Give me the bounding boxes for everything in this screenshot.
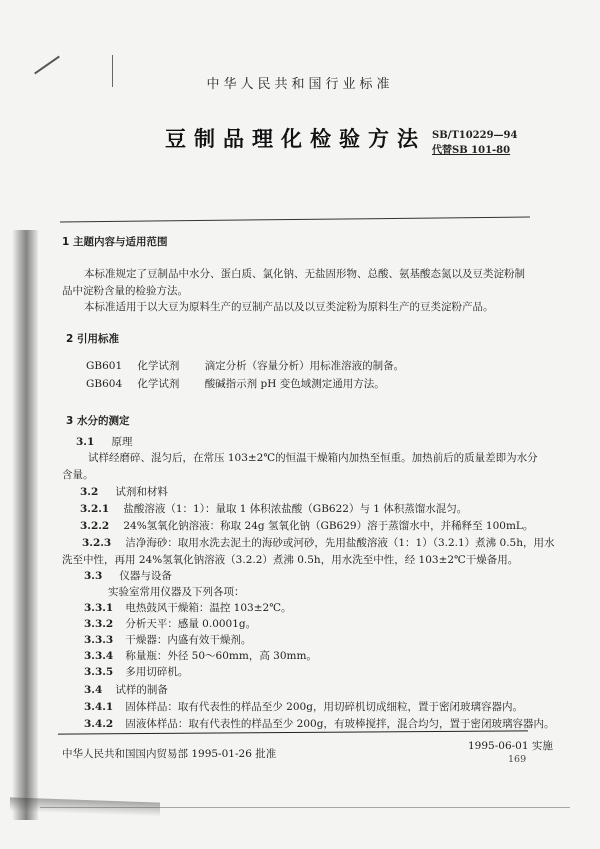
- binding-shadow: [12, 230, 38, 820]
- item-row: [84, 699, 523, 714]
- item-text: 洁净海砂：取用水洗去泥土的海砂或河砂，先用盐酸溶液（1：1）（3.2.1）煮沸 0.5h，用水: [125, 537, 555, 549]
- item-row: [84, 616, 256, 631]
- section-1-paragraph-1-line-1: 本标准规定了豆制品中水分、蛋白质、氯化钠、无盐固形物、总酸、氨基酸态氮以及豆类淀粉制: [84, 268, 525, 280]
- item-text: 电热鼓风干燥箱：温控 103±2℃。: [125, 602, 292, 614]
- effective-date: 1995-06-01 实施: [468, 740, 553, 752]
- section-1-paragraph-2: 本标准适用于以大豆为原料生产的豆制产品以及以豆类淀粉为原料生产的豆类淀粉产品。: [84, 301, 494, 313]
- standard-code-block: [432, 128, 517, 158]
- section-1-paragraph-1-line-2: 品中淀粉含量的检验方法。: [62, 285, 188, 297]
- subsection-number: 3.2: [80, 486, 99, 498]
- item-continuation: 洗至中性，再用 24%氢氧化钠溶液（3.2.2）煮沸 0.5h，用水洗至中性，经 103±2℃干燥备用。: [62, 554, 519, 566]
- reference-category: 化学试剂: [137, 360, 180, 372]
- item-number: 3.3.3: [84, 634, 114, 646]
- subsection-title: 仪器与设备: [119, 570, 172, 582]
- replaces-code: 代替SB 101-80: [432, 145, 511, 156]
- item-row: [84, 600, 291, 615]
- subsection-3-2-heading: [80, 484, 168, 499]
- section-3-heading: 3 水分的测定: [66, 415, 130, 427]
- subsection-3-3-heading: [84, 568, 172, 583]
- approval-line: 中华人民共和国国内贸易部 1995-01-26 批准: [62, 748, 277, 760]
- item-row: [84, 664, 188, 679]
- reference-title: 酸碱指示剂 pH 变色域测定通用方法。: [204, 378, 385, 390]
- item-text: 分析天平：感量 0.0001g。: [125, 618, 257, 630]
- pen-mark: [34, 56, 60, 75]
- subsection-3-4-heading-visible: [84, 682, 168, 697]
- item-number: 3.3.5: [84, 666, 114, 678]
- subsection-title: 试剂和材料: [115, 486, 168, 498]
- reference-title: 滴定分析（容量分析）用标准溶液的制备。: [204, 360, 405, 372]
- reference-code: GB604: [86, 378, 123, 390]
- reference-code: GB601: [86, 360, 123, 372]
- standard-code: SB/T10229—94: [432, 130, 518, 141]
- item-text: 盐酸溶液（1：1）：量取 1 体积浓盐酸（GB622）与 1 体积蒸馏水混匀。: [123, 503, 468, 515]
- section-2-heading: 2 引用标准: [66, 333, 119, 345]
- reference-category: 化学试剂: [137, 378, 180, 390]
- reference-row: [86, 358, 404, 373]
- item-row: [84, 716, 554, 731]
- item-number: 3.3.1: [84, 602, 114, 614]
- item-number: 3.2.1: [80, 503, 110, 515]
- subsection-3-1-heading: [76, 434, 132, 449]
- item-row: [82, 535, 554, 550]
- item-row: [84, 648, 317, 663]
- page-number: 169: [508, 754, 527, 765]
- item-number: 3.4.1: [84, 701, 114, 713]
- reference-row: [86, 376, 385, 391]
- item-text: 24%氢氧化钠溶液：称取 24g 氢氧化钠（GB629）溶于蒸馏水中，并稀释至 100mL。: [123, 520, 534, 532]
- scan-edge-line: [40, 807, 570, 808]
- subsection-title: 试样的制备: [115, 684, 168, 696]
- item-row: [80, 501, 467, 516]
- item-number: 3.3.4: [84, 650, 114, 662]
- item-row: [80, 518, 533, 533]
- section-1-heading: 1 主题内容与适用范围: [62, 236, 168, 248]
- item-text: 称量瓶：外径 50～60mm，高 30mm。: [125, 650, 317, 662]
- item-number: 3.2.2: [80, 520, 110, 532]
- header-divider: [60, 217, 530, 223]
- item-text: 固体样品：取有代表性的样品至少 200g，用切碎机切成细粒，置于密闭玻璃容器内。: [125, 701, 523, 713]
- subsection-3-1-line-1: 试样经磨碎、混匀后，在常压 103±2℃的恒温干燥箱内加热至恒重。加热前后的质量差即为水分: [88, 452, 538, 464]
- item-text: 干燥器：内盛有效干燥剂。: [125, 634, 252, 646]
- item-text: 固液体样品：取有代表性的样品至少 200g，有玻棒搅拌，混合均匀，置于密闭玻璃容器内。: [125, 718, 555, 730]
- document-title: 豆制品理化检验方法: [165, 127, 426, 151]
- standard-type-heading: 中华人民共和国行业标准: [206, 77, 394, 92]
- subsection-3-1-line-2: 含量。: [62, 469, 94, 481]
- subsection-number: 3.3: [84, 570, 103, 582]
- item-text: 多用切碎机。: [125, 666, 189, 678]
- subsection-3-3-intro: 实验室常用仪器及下列各项：: [108, 586, 245, 598]
- subsection-number: 3.1: [76, 436, 95, 448]
- item-number: 3.2.3: [82, 537, 112, 549]
- item-number: 3.4.2: [84, 718, 114, 730]
- subsection-number: 3.4: [84, 684, 103, 696]
- subsection-title: 原理: [111, 436, 133, 448]
- item-row: [84, 632, 251, 647]
- item-number: 3.3.2: [84, 618, 114, 630]
